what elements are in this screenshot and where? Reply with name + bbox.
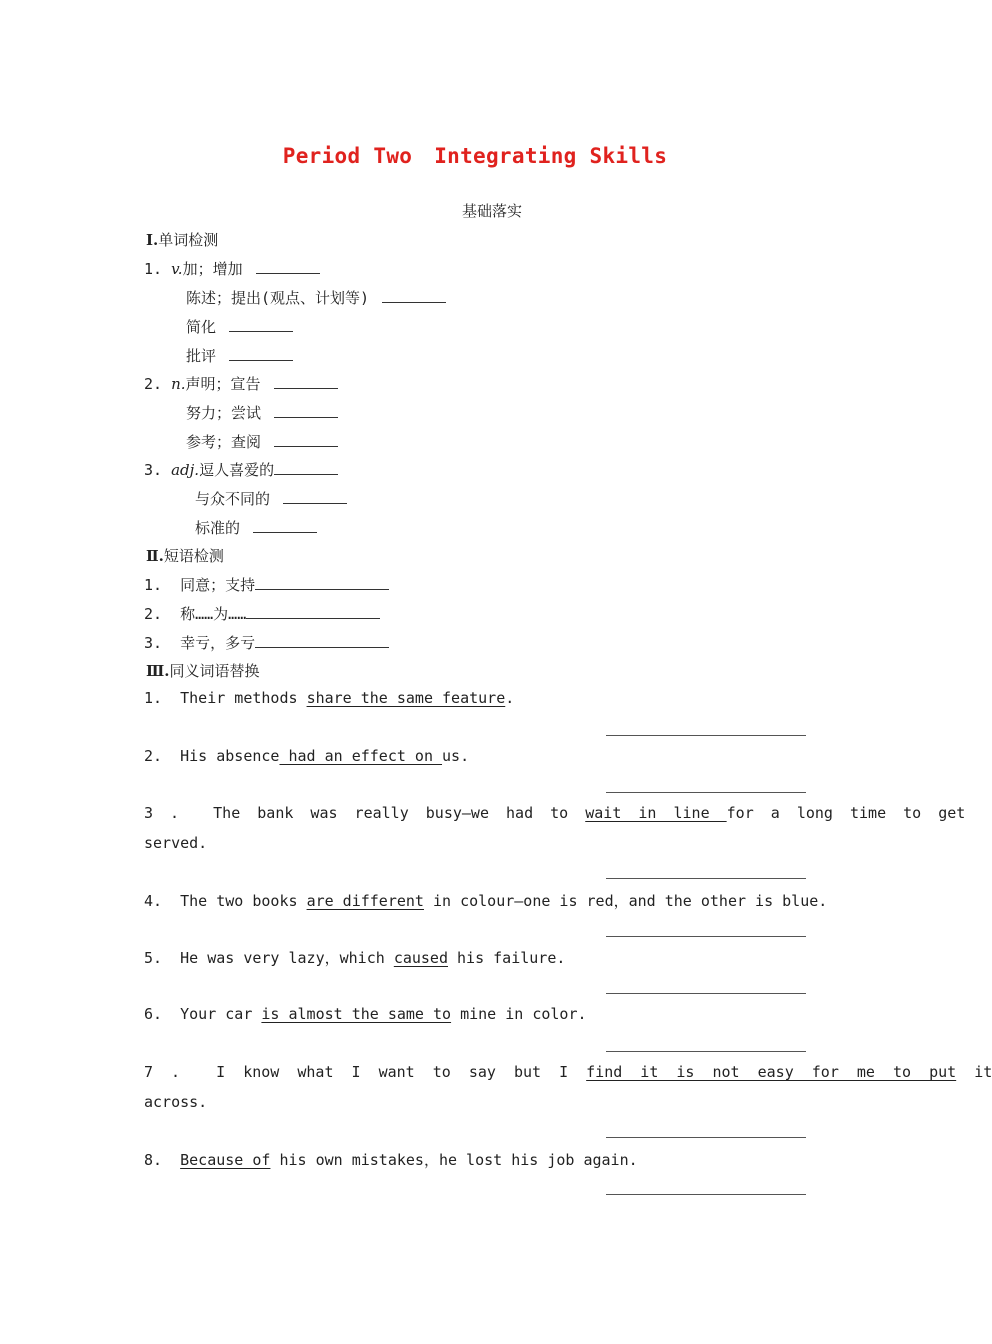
- vocab-item: 2. n.声明；宣告: [144, 373, 338, 394]
- phrase-item: 1. 同意；支持: [144, 574, 389, 595]
- answer-blank[interactable]: [283, 489, 347, 504]
- answer-blank[interactable]: [256, 259, 320, 274]
- answer-line[interactable]: [606, 878, 806, 879]
- answer-blank[interactable]: [274, 460, 338, 475]
- title-part2: Integrating Skills: [434, 144, 668, 168]
- answer-blank[interactable]: [253, 518, 317, 533]
- answer-blank[interactable]: [246, 604, 380, 619]
- underlined-phrase: Because of: [180, 1151, 271, 1169]
- underlined-phrase: share the same feature: [306, 689, 506, 707]
- vocab-item: 1. v.加；增加: [144, 258, 320, 279]
- underlined-phrase: find it is not easy for me to put: [586, 1063, 957, 1081]
- vocab-item: 参考；查阅: [186, 431, 338, 452]
- phrase-item: 3. 幸亏，多亏: [144, 632, 389, 653]
- subtitle: 基础落实: [461, 202, 522, 220]
- answer-line[interactable]: [606, 993, 806, 994]
- answer-blank[interactable]: [274, 403, 338, 418]
- answer-blank[interactable]: [382, 288, 446, 303]
- underlined-phrase: had an effect on: [279, 747, 443, 765]
- answer-blank[interactable]: [255, 575, 389, 590]
- synonym-question-1: 1. Their methods share the same feature.: [144, 689, 515, 707]
- synonym-question-3-cont: served.: [144, 834, 208, 852]
- synonym-question-7-cont: across.: [144, 1093, 208, 1111]
- synonym-question-3: 3 . The bank was really busy—we had to wait in line for a long time to get: [144, 804, 966, 822]
- answer-line[interactable]: [606, 735, 806, 736]
- answer-blank[interactable]: [255, 633, 389, 648]
- vocab-item: 与众不同的: [195, 488, 347, 509]
- answer-blank[interactable]: [229, 317, 293, 332]
- synonym-question-2: 2. His absence had an effect on us.: [144, 747, 470, 765]
- title-part1: Period Two: [282, 144, 413, 168]
- underlined-phrase: caused: [393, 949, 448, 967]
- underlined-phrase: wait in line: [585, 804, 727, 822]
- vocab-item: 标准的: [195, 517, 317, 538]
- synonym-question-4: 4. The two books are different in colour—one is red，and the other is blue.: [144, 892, 828, 910]
- synonym-question-6: 6. Your car is almost the same to mine in color.: [144, 1005, 587, 1023]
- vocab-item: 简化: [186, 316, 293, 337]
- vocab-item: 批评: [186, 345, 293, 366]
- synonym-question-8: 8. Because of his own mistakes，he lost his job again.: [144, 1151, 638, 1169]
- answer-line[interactable]: [606, 1137, 806, 1138]
- answer-line[interactable]: [606, 936, 806, 937]
- answer-blank[interactable]: [274, 432, 338, 447]
- answer-blank[interactable]: [229, 346, 293, 361]
- page-title: [0, 144, 950, 168]
- section2-heading: Ⅱ.短语检测: [146, 547, 224, 565]
- underlined-phrase: are different: [306, 892, 424, 910]
- synonym-question-5: 5. He was very lazy，which caused his failure.: [144, 949, 566, 967]
- section3-heading: Ⅲ.同义词语替换: [146, 662, 260, 680]
- section1-heading: Ⅰ.单词检测: [146, 231, 219, 249]
- vocab-item: 3. adj.逗人喜爱的: [144, 459, 338, 480]
- synonym-question-7: 7 . I know what I want to say but I find it is not easy for me to put it: [144, 1063, 992, 1081]
- vocab-item: 努力；尝试: [186, 402, 338, 423]
- underlined-phrase: is almost the same to: [261, 1005, 452, 1023]
- answer-blank[interactable]: [274, 374, 338, 389]
- vocab-item: 陈述；提出(观点、计划等): [186, 287, 446, 308]
- answer-line[interactable]: [606, 792, 806, 793]
- phrase-item: 2. 称……为……: [144, 603, 380, 624]
- answer-line[interactable]: [606, 1051, 806, 1052]
- answer-line[interactable]: [606, 1194, 806, 1195]
